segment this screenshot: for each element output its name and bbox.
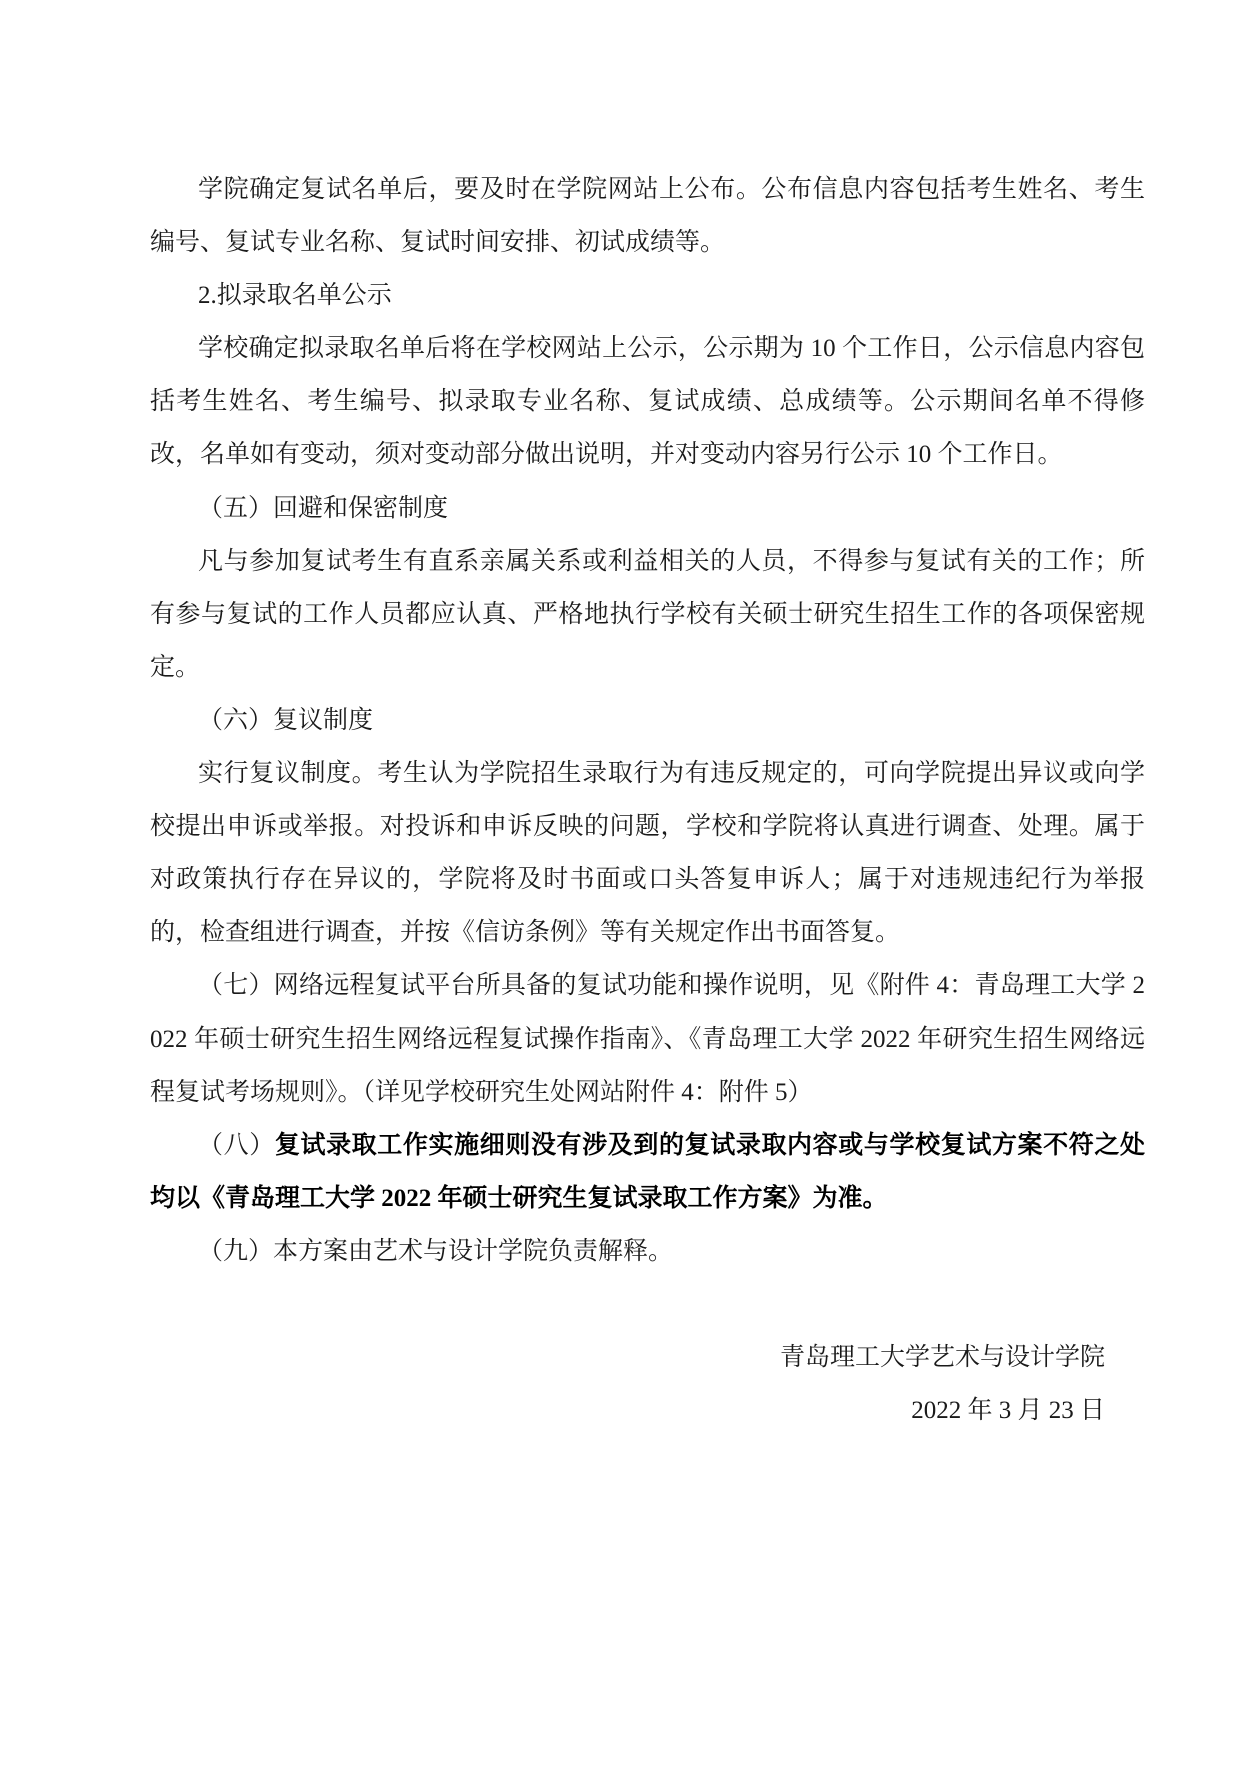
- paragraph-retest-list-publication: 学院确定复试名单后，要及时在学院网站上公布。公布信息内容包括考生姓名、考生编号、复试专业名称、复试时间安排、初试成绩等。: [150, 176, 1145, 257]
- clause-8-bold-text: 复试录取工作实施细则没有涉及到的复试录取内容或与学校复试方案不符之处均以《青岛理工大学 2022 年硕士研究生复试录取工作方案》为准。: [150, 1131, 1145, 1212]
- paragraph-admission-list-publicity: 学校确定拟录取名单后将在学校网站上公示，公示期为 10 个工作日，公示信息内容包括考生姓名、考生编号、拟录取专业名称、复试成绩、总成绩等。公示期间名单不得修改，名单如有变动，须对变动部分做出说明，并对变动内容另行公示 10 个工作日。: [150, 335, 1145, 469]
- section-heading-6-reconsideration: （六）复议制度: [198, 706, 374, 734]
- paragraph-8-binding-clause: [150, 1119, 1145, 1225]
- signature-organization: 青岛理工大学艺术与设计学院: [779, 1343, 1105, 1371]
- signature-date: 2022 年 3 月 23 日: [911, 1397, 1105, 1425]
- paragraph-7-remote-platform: （七）网络远程复试平台所具备的复试功能和操作说明，见《附件 4：青岛理工大学 2022 年硕士研究生招生网络远程复试操作指南》、《青岛理工大学 2022 年研究生招生网络远程复试考场规则》。（详见学校研究生处网站附件 4：附件 5）: [150, 972, 1145, 1106]
- paragraph-avoidance-confidentiality-body: 凡与参加复试考生有直系亲属关系或利益相关的人员，不得参与复试有关的工作；所有参与复试的工作人员都应认真、严格地执行学校有关硕士研究生招生工作的各项保密规定。: [150, 547, 1145, 681]
- subsection-heading-proposed-admission-list: 2.拟录取名单公示: [198, 282, 392, 310]
- signature-block: [150, 1331, 1145, 1437]
- clause-8-number: （八）: [198, 1131, 275, 1159]
- paragraph-9-interpretation: （九）本方案由艺术与设计学院负责解释。: [198, 1237, 674, 1265]
- section-heading-5-avoidance-confidentiality: （五）回避和保密制度: [198, 494, 449, 522]
- paragraph-reconsideration-body: 实行复议制度。考生认为学院招生录取行为有违反规定的，可向学院提出异议或向学校提出申诉或举报。对投诉和申诉反映的问题，学校和学院将认真进行调查、处理。属于对政策执行存在异议的，学院将及时书面或口头答复申诉人；属于对违规违纪行为举报的，检查组进行调查，并按《信访条例》等有关规定作出书面答复。: [150, 760, 1145, 947]
